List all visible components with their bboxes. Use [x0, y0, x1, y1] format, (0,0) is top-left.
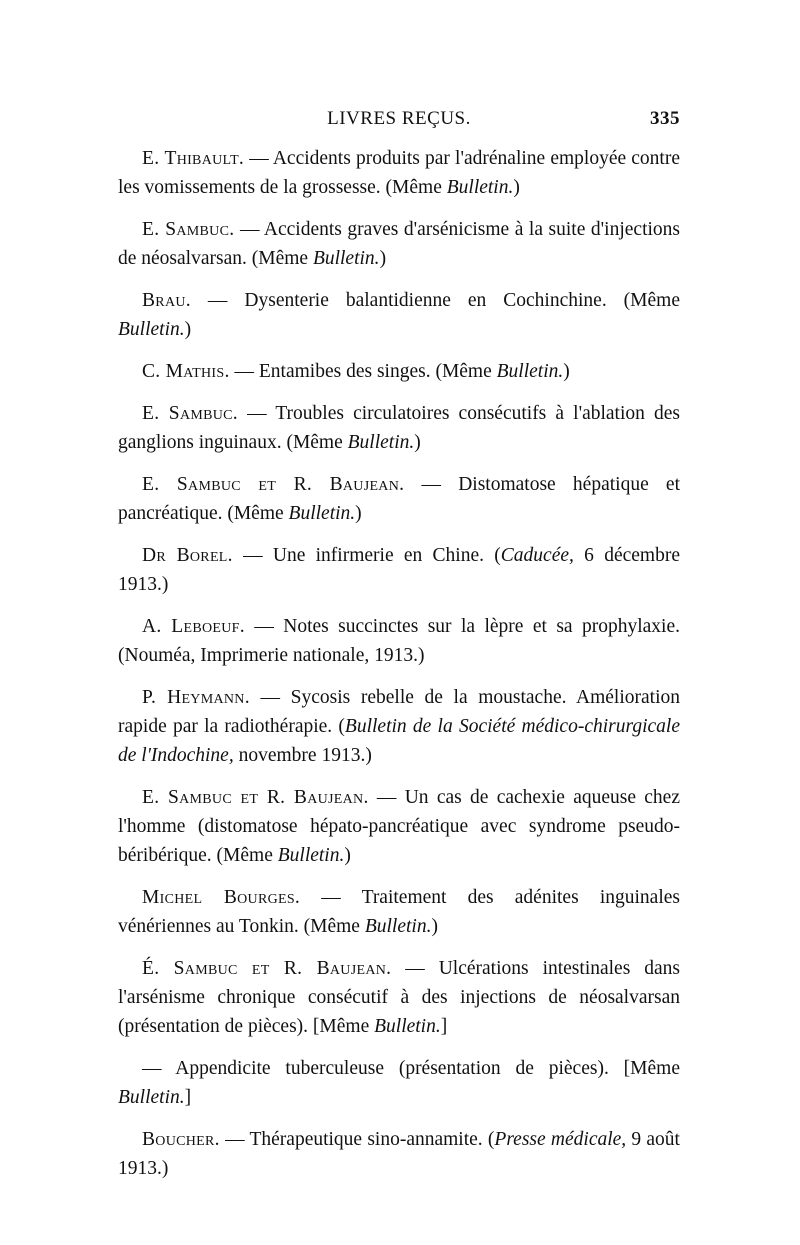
entry-author: E. Thibault. — [142, 148, 245, 169]
entry-text: — Troubles circulatoires consécutifs à l'ablation des ganglions inguinaux. (Même — [118, 403, 680, 453]
entry-text: — Distomatose hépatique et pancréatique. (Même — [118, 474, 680, 524]
entry-text: — Un cas de cachexie aqueuse chez l'homme (distomatose hépato-pancréatique avec syndrome pseudo-béribérique. (Même — [118, 787, 680, 866]
book-list — [118, 144, 680, 1183]
entry-source: Bulletin de la Société médico-chirurgicale de l'Indochine, — [118, 716, 680, 766]
entry-text: — Accidents graves d'arsénicisme à la suite d'injections de néosalvarsan. (Même — [118, 219, 680, 269]
page-number: 335 — [650, 108, 680, 129]
entry-author: P. Heymann. — [142, 687, 250, 708]
list-item — [118, 286, 680, 344]
entry-text: — Dysenterie balantidienne en Cochinchine. (Même — [190, 290, 680, 311]
entry-tail: 6 décembre 1913.) — [118, 545, 680, 595]
list-item — [118, 783, 680, 870]
entry-source: Caducée, — [500, 545, 574, 566]
running-head — [118, 108, 680, 136]
entry-author: E. Sambuc et R. Baujean. — [142, 787, 369, 808]
entry-source: Bulletin. — [364, 916, 432, 937]
entry-source: Bulletin. — [312, 248, 380, 269]
entry-tail: ) — [379, 248, 387, 269]
entry-author: Boucher. — [142, 1129, 220, 1150]
list-item — [118, 144, 680, 202]
entry-source: Bulletin. — [288, 503, 356, 524]
entry-text: — Entamibes des singes. (Même — [229, 361, 497, 382]
entry-tail: ) — [184, 319, 192, 340]
entry-source: Presse médicale, — [494, 1129, 627, 1150]
entry-author: E. Sambuc et R. Baujean. — [142, 474, 405, 495]
entry-tail: ) — [513, 177, 520, 198]
list-item — [118, 612, 680, 670]
entry-author: E. Sambuc. — [142, 403, 238, 424]
entry-text: — Notes succinctes sur la lèpre et sa prophylaxie. (Nouméa, Imprimerie nationale, 1913.) — [118, 616, 680, 666]
entry-source: Bulletin. — [347, 432, 415, 453]
list-item — [118, 541, 680, 599]
list-item — [118, 1054, 680, 1112]
list-item — [118, 883, 680, 941]
entry-tail: ) — [344, 845, 351, 866]
list-item — [118, 683, 680, 770]
entry-author: É. Sambuc et R. Baujean. — [142, 958, 392, 979]
entry-author: Michel Bourges. — [142, 887, 301, 908]
entry-tail: ] — [440, 1016, 448, 1037]
list-item — [118, 215, 680, 273]
entry-tail: ] — [184, 1087, 192, 1108]
list-item — [118, 399, 680, 457]
entry-source: Bulletin. — [118, 319, 185, 340]
list-item — [118, 357, 680, 386]
entry-text: — Appendicite tuberculeuse (présentation de pièces). [Même — [142, 1058, 680, 1079]
entry-tail: ) — [414, 432, 421, 453]
entry-tail: ) — [355, 503, 362, 524]
entry-tail: ) — [431, 916, 438, 937]
entry-author: E. Sambuc. — [142, 219, 235, 240]
entry-tail: ) — [563, 361, 570, 382]
entry-source: Bulletin. — [277, 845, 345, 866]
entry-text: — Traitement des adénites inguinales vénériennes au Tonkin. (Même — [118, 887, 680, 937]
entry-tail: 9 août 1913.) — [118, 1129, 680, 1179]
book-page — [118, 108, 680, 1196]
entry-text: — Accidents produits par l'adrénaline employée contre les vomissements de la grossesse. (Même — [118, 148, 680, 198]
entry-author: Brau. — [142, 290, 191, 311]
running-title: LIVRES REÇUS. — [327, 108, 471, 129]
entry-text: — Sycosis rebelle de la moustache. Amélioration rapide par la radiothérapie. ( — [118, 687, 681, 737]
entry-text: — Thérapeutique sino-annamite. ( — [219, 1129, 495, 1150]
entry-source: Bulletin. — [446, 177, 514, 198]
list-item — [118, 1125, 680, 1183]
entry-tail: novembre 1913.) — [233, 745, 372, 766]
entry-text: — Ulcérations intestinales dans l'arsénisme chronique consécutif à des injections de néosalvarsan (présentation de pièces). [Même — [118, 958, 680, 1037]
entry-source: Bulletin. — [118, 1087, 185, 1108]
entry-author: Dr Borel. — [142, 545, 233, 566]
entry-source: Bulletin. — [496, 361, 564, 382]
entry-text: — Une infirmerie en Chine. ( — [232, 545, 501, 566]
entry-author: A. Leboeuf. — [142, 616, 245, 637]
list-item — [118, 954, 680, 1041]
list-item — [118, 470, 680, 528]
entry-author: C. Mathis. — [142, 361, 230, 382]
entry-source: Bulletin. — [374, 1016, 441, 1037]
